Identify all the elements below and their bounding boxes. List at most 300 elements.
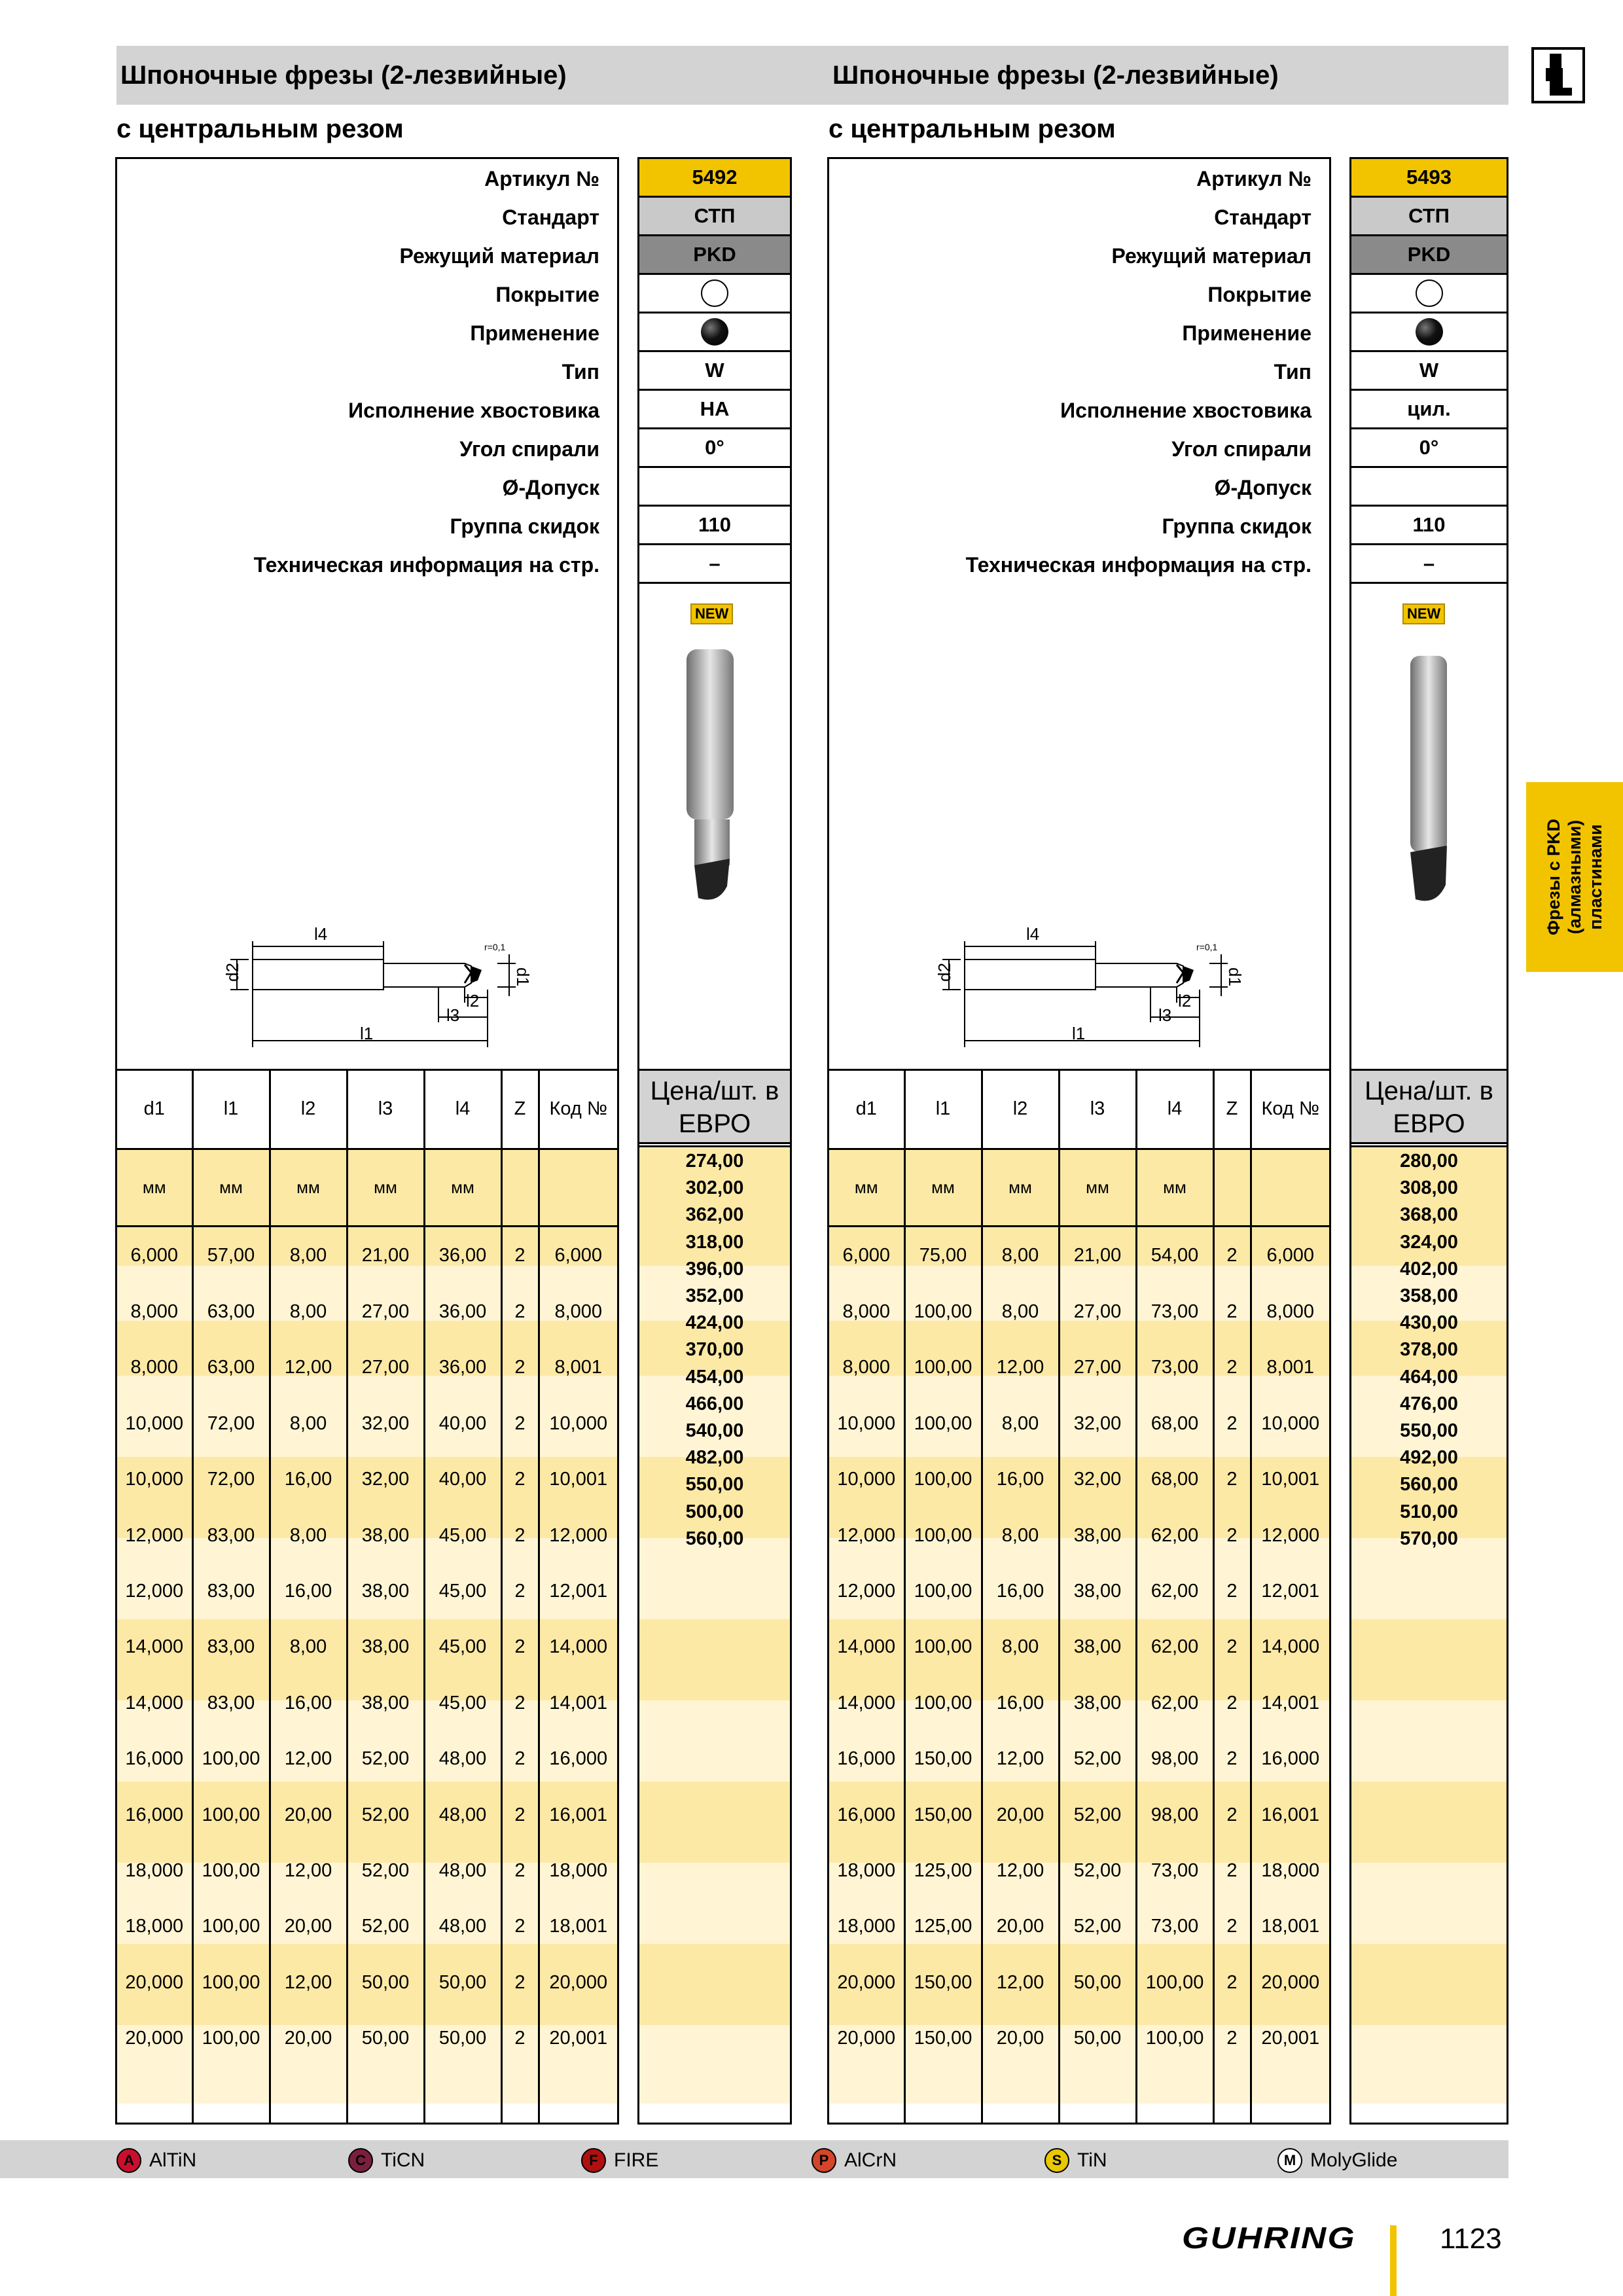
article-number-5492[interactable]: 5492 (639, 159, 790, 198)
unit-code (1251, 1149, 1329, 1226)
brand-logo: GUHRING (1182, 2221, 1356, 2255)
price-row (639, 1418, 790, 1444)
price-row (1351, 1202, 1507, 1229)
dim-l4: l4 (1026, 924, 1040, 944)
table-cell: 32,00 (1059, 1396, 1136, 1452)
dim-d1: d1 (1225, 967, 1245, 986)
price-row (639, 1175, 790, 1202)
new-badge: NEW (690, 603, 733, 624)
price-cell: 560,00 (1400, 1474, 1458, 1496)
table-cell: 16,000 (125, 1804, 184, 1825)
label-article: Артикул № (484, 167, 599, 190)
label-coating: Покрытие (495, 283, 599, 306)
legend-fire (581, 2148, 658, 2173)
price-row (1351, 1229, 1507, 1256)
side-tab-line1: Фрезы с PKD (1544, 818, 1563, 936)
type-value: W (1351, 352, 1507, 391)
table-cell: 32,00 (347, 1452, 424, 1507)
price-row (1351, 1148, 1507, 1175)
table-cell: 2 (1213, 1619, 1251, 1675)
rows-left (117, 1226, 617, 2066)
table-cell: 8,001 (1251, 1340, 1329, 1395)
dim-l2: l2 (1178, 991, 1192, 1011)
table-row (117, 1676, 617, 1731)
unit-l3: мм (1059, 1149, 1136, 1226)
legend-alcrn (812, 2148, 897, 2173)
dim-l3: l3 (446, 1005, 460, 1025)
table-cell: 52,00 (1059, 1899, 1136, 1954)
table-row (829, 1676, 1329, 1731)
table-cell: 100,00 (192, 1843, 270, 1899)
table-cell: 2 (1213, 1676, 1251, 1731)
price-cell: 308,00 (1400, 1177, 1458, 1199)
table-cell: 48,00 (424, 1843, 501, 1899)
table-cell: 73,00 (1136, 1899, 1213, 1954)
table-cell: 100,00 (904, 1676, 982, 1731)
table-row (829, 1452, 1329, 1507)
price-row (639, 1283, 790, 1310)
price-cell: 318,00 (685, 1231, 744, 1253)
dim-l2: l2 (466, 991, 480, 1011)
table-cell: 125,00 (904, 1843, 982, 1899)
col-l3: l3 (347, 1071, 424, 1149)
tool-drawing-left (196, 910, 550, 1060)
table-cell: 2 (1213, 1731, 1251, 1787)
table-row (829, 1340, 1329, 1395)
coating-value (1351, 275, 1507, 314)
price-cell: 324,00 (1400, 1231, 1458, 1253)
table-cell: 83,00 (192, 1619, 270, 1675)
table-cell: 8,000 (842, 1357, 891, 1378)
price-cell: 424,00 (685, 1312, 744, 1334)
table-cell: 12,00 (270, 1955, 347, 2011)
table-cell: 8,000 (1251, 1284, 1329, 1340)
table-row (117, 1843, 617, 1899)
table-cell: 45,00 (424, 1676, 501, 1731)
price-table-right (1351, 1148, 1507, 1552)
table-cell: 18,001 (539, 1899, 617, 1954)
table-row (829, 2011, 1329, 2067)
material-value: PKD (639, 236, 790, 275)
table-cell: 20,001 (1251, 2011, 1329, 2067)
helix-value: 0° (1351, 429, 1507, 468)
table-cell: 12,000 (125, 1524, 184, 1546)
table-cell: 48,00 (424, 1899, 501, 1954)
table-cell: 2 (1213, 2011, 1251, 2067)
tolerance-value (1351, 468, 1507, 507)
table-cell: 2 (501, 1564, 539, 1619)
price-row (1351, 1336, 1507, 1363)
legend-molyglide (1277, 2148, 1397, 2173)
price-cell: 476,00 (1400, 1393, 1458, 1414)
price-row (1351, 1283, 1507, 1310)
subtitle-right: с центральным резом (829, 115, 1116, 143)
table-cell: 2 (1213, 1507, 1251, 1563)
price-row (1351, 1256, 1507, 1283)
table-cell: 52,00 (1059, 1843, 1136, 1899)
col-d1: d1 (829, 1071, 904, 1149)
price-cell: 362,00 (685, 1204, 744, 1226)
dim-l3: l3 (1158, 1005, 1172, 1025)
dim-l1: l1 (360, 1024, 374, 1043)
table-row (117, 1452, 617, 1507)
dimension-table-left (117, 1071, 617, 2123)
price-cell: 358,00 (1400, 1285, 1458, 1307)
data-table-right (827, 1069, 1331, 2125)
table-cell: 14,001 (539, 1676, 617, 1731)
price-cell: 482,00 (685, 1447, 744, 1469)
side-tab-line3: пластинами (1586, 824, 1605, 930)
table-cell: 14,000 (125, 1692, 184, 1713)
techinfo-value: – (639, 545, 790, 584)
application-value (1351, 314, 1507, 352)
table-cell: 150,00 (904, 1955, 982, 2011)
label-material: Режущий материал (399, 244, 599, 268)
table-cell: 8,00 (982, 1507, 1059, 1563)
price-row (1351, 1498, 1507, 1525)
label-material: Режущий материал (1111, 244, 1311, 268)
legend-label: TiN (1077, 2149, 1107, 2171)
tin-icon: S (1044, 2148, 1069, 2173)
table-cell: 8,00 (982, 1226, 1059, 1284)
price-cell: 466,00 (685, 1393, 744, 1414)
col-l1: l1 (192, 1071, 270, 1149)
table-cell: 27,00 (347, 1340, 424, 1395)
price-cell: 550,00 (1400, 1420, 1458, 1441)
table-cell: 20,000 (1251, 1955, 1329, 2011)
table-cell: 21,00 (1059, 1226, 1136, 1284)
price-cell: 368,00 (1400, 1204, 1458, 1226)
techinfo-value: – (1351, 545, 1507, 584)
unit-l2: мм (982, 1149, 1059, 1226)
price-row (1351, 1471, 1507, 1498)
price-cell: 430,00 (1400, 1312, 1458, 1334)
table-cell: 2 (501, 1507, 539, 1563)
label-shank: Исполнение хвостовика (1060, 399, 1311, 422)
spec-labels-left (115, 160, 599, 584)
price-table-left (639, 1148, 790, 1552)
label-discount: Группа скидок (1162, 514, 1311, 538)
table-cell: 63,00 (192, 1340, 270, 1395)
table-cell: 73,00 (1136, 1284, 1213, 1340)
price-row (639, 1229, 790, 1256)
table-row (829, 1226, 1329, 1284)
application-ball-icon (1416, 318, 1443, 346)
label-techinfo: Техническая информация на стр. (253, 553, 599, 577)
table-cell: 20,000 (539, 1955, 617, 2011)
price-cell: 280,00 (1400, 1151, 1458, 1172)
table-cell: 14,000 (837, 1636, 896, 1658)
table-cell: 2 (1213, 1955, 1251, 2011)
table-cell: 12,00 (270, 1843, 347, 1899)
table-cell: 150,00 (904, 1787, 982, 1842)
table-cell: 16,00 (982, 1452, 1059, 1507)
table-cell: 14,000 (539, 1619, 617, 1675)
table-row (117, 1284, 617, 1340)
shank-value: цил. (1351, 391, 1507, 429)
label-application: Применение (1182, 321, 1311, 345)
table-cell: 50,00 (424, 2011, 501, 2067)
table-cell: 40,00 (424, 1452, 501, 1507)
table-cell: 16,00 (270, 1676, 347, 1731)
uncoated-circle-icon (701, 279, 728, 307)
spec-column-left (637, 157, 792, 1147)
unit-l1: мм (192, 1149, 270, 1226)
table-row (117, 1226, 617, 1284)
dim-l4: l4 (314, 924, 328, 944)
table-cell: 18,000 (539, 1843, 617, 1899)
table-cell: 48,00 (424, 1787, 501, 1842)
table-row (829, 1955, 1329, 2011)
table-cell: 32,00 (347, 1396, 424, 1452)
table-cell: 12,00 (982, 1843, 1059, 1899)
table-cell: 6,000 (539, 1226, 617, 1284)
col-d1: d1 (117, 1071, 192, 1149)
table-cell: 6,000 (842, 1244, 891, 1266)
table-cell: 52,00 (1059, 1731, 1136, 1787)
unit-z (501, 1149, 539, 1226)
dim-radius: r=0,1 (484, 942, 506, 952)
table-cell: 68,00 (1136, 1396, 1213, 1452)
table-cell: 83,00 (192, 1564, 270, 1619)
end-mill-photo-icon (1397, 649, 1463, 911)
spec-column-right (1349, 157, 1508, 1147)
table-cell: 38,00 (1059, 1619, 1136, 1675)
table-cell: 75,00 (904, 1226, 982, 1284)
price-row (639, 1471, 790, 1498)
table-cell: 20,000 (125, 2028, 184, 2049)
discount-value: 110 (1351, 507, 1507, 545)
table-cell: 100,00 (192, 1787, 270, 1842)
alcrn-icon: P (812, 2148, 836, 2173)
price-cell: 540,00 (685, 1420, 744, 1441)
col-l2: l2 (982, 1071, 1059, 1149)
table-cell: 32,00 (1059, 1452, 1136, 1507)
table-cell: 12,000 (837, 1524, 896, 1546)
label-techinfo: Техническая информация на стр. (965, 553, 1311, 577)
table-cell: 2 (1213, 1787, 1251, 1842)
label-standard: Стандарт (1214, 206, 1311, 229)
price-row (639, 1256, 790, 1283)
price-row (1351, 1175, 1507, 1202)
product-image-area-right (1351, 584, 1507, 1147)
table-cell: 2 (501, 2011, 539, 2067)
table-cell: 2 (501, 1284, 539, 1340)
table-cell: 38,00 (347, 1619, 424, 1675)
unit-l3: мм (347, 1149, 424, 1226)
application-value (639, 314, 790, 352)
subtitle-left: с центральным резом (116, 115, 404, 143)
table-row (117, 1564, 617, 1619)
application-ball-icon (701, 318, 728, 346)
standard-value: СТП (639, 198, 790, 236)
table-cell: 2 (501, 1396, 539, 1452)
table-row (829, 1284, 1329, 1340)
table-cell: 62,00 (1136, 1507, 1213, 1563)
table-cell: 18,000 (837, 1860, 896, 1881)
table-cell: 16,001 (539, 1787, 617, 1842)
legend-label: MolyGlide (1310, 2149, 1398, 2171)
table-cell: 45,00 (424, 1507, 501, 1563)
table-cell: 2 (501, 1676, 539, 1731)
table-cell: 10,000 (837, 1412, 896, 1434)
table-cell: 12,00 (982, 1731, 1059, 1787)
table-cell: 16,000 (837, 1804, 896, 1825)
table-cell: 2 (501, 1955, 539, 2011)
table-row (829, 1899, 1329, 1954)
table-cell: 57,00 (192, 1226, 270, 1284)
table-cell: 100,00 (192, 2011, 270, 2067)
col-l1: l1 (904, 1071, 982, 1149)
unit-l4: мм (424, 1149, 501, 1226)
table-cell: 45,00 (424, 1564, 501, 1619)
table-cell: 83,00 (192, 1676, 270, 1731)
legend-label: AlCrN (844, 2149, 897, 2171)
col-l4: l4 (1136, 1071, 1213, 1149)
tolerance-value (639, 468, 790, 507)
article-number-5493[interactable]: 5493 (1351, 159, 1507, 198)
table-row (117, 1619, 617, 1675)
label-type: Тип (1274, 360, 1311, 384)
table-cell: 16,000 (837, 1748, 896, 1770)
table-cell: 12,001 (1251, 1564, 1329, 1619)
table-cell: 8,00 (270, 1284, 347, 1340)
table-cell: 12,00 (982, 1340, 1059, 1395)
table-cell: 20,000 (837, 2028, 896, 2049)
table-cell: 38,00 (347, 1676, 424, 1731)
table-cell: 12,000 (125, 1581, 184, 1602)
price-row (1351, 1364, 1507, 1391)
table-cell: 2 (501, 1899, 539, 1954)
table-cell: 18,000 (837, 1916, 896, 1937)
price-row (1351, 1526, 1507, 1552)
table-cell: 8,00 (982, 1396, 1059, 1452)
table-cell: 100,00 (1136, 1955, 1213, 2011)
price-cell: 464,00 (1400, 1366, 1458, 1388)
table-cell: 8,00 (982, 1619, 1059, 1675)
price-cell: 396,00 (685, 1258, 744, 1280)
label-discount: Группа скидок (450, 514, 599, 538)
table-cell: 20,00 (982, 1899, 1059, 1954)
label-tolerance: Ø-Допуск (1214, 476, 1311, 499)
type-value: W (639, 352, 790, 391)
table-cell: 48,00 (424, 1731, 501, 1787)
operation-icon (1531, 47, 1585, 103)
table-cell: 100,00 (1136, 2011, 1213, 2067)
category-side-tab[interactable] (1526, 782, 1623, 972)
col-code: Код № (539, 1071, 617, 1149)
price-cell: 402,00 (1400, 1258, 1458, 1280)
label-article: Артикул № (1196, 167, 1311, 190)
label-coating: Покрытие (1207, 283, 1311, 306)
standard-value: СТП (1351, 198, 1507, 236)
legend-label: FIRE (614, 2149, 659, 2171)
tool-drawing-right (908, 910, 1262, 1060)
table-cell: 2 (501, 1787, 539, 1842)
label-standard: Стандарт (502, 206, 599, 229)
table-cell: 100,00 (904, 1396, 982, 1452)
price-cell: 352,00 (685, 1285, 744, 1307)
price-cell: 378,00 (1400, 1339, 1458, 1361)
table-cell: 100,00 (904, 1452, 982, 1507)
table-cell: 2 (1213, 1340, 1251, 1395)
col-l2: l2 (270, 1071, 347, 1149)
table-cell: 62,00 (1136, 1676, 1213, 1731)
unit-l2: мм (270, 1149, 347, 1226)
price-row (639, 1336, 790, 1363)
table-row (829, 1843, 1329, 1899)
table-cell: 2 (501, 1843, 539, 1899)
table-cell: 100,00 (192, 1899, 270, 1954)
table-cell: 10,000 (125, 1469, 184, 1490)
end-mill-photo-icon (679, 643, 751, 905)
table-row (117, 1507, 617, 1563)
price-row (1351, 1418, 1507, 1444)
col-z: Z (1213, 1071, 1251, 1149)
label-shank: Исполнение хвостовика (348, 399, 599, 422)
table-cell: 10,001 (539, 1452, 617, 1507)
dim-d2: d2 (935, 963, 954, 982)
price-row (639, 1526, 790, 1552)
table-cell: 52,00 (1059, 1787, 1136, 1842)
price-column-right (1349, 1069, 1508, 2125)
price-header-left: Цена/шт. в ЕВРО (639, 1071, 790, 1144)
table-cell: 50,00 (424, 1955, 501, 2011)
table-cell: 10,000 (539, 1396, 617, 1452)
table-cell: 36,00 (424, 1284, 501, 1340)
price-cell: 500,00 (685, 1501, 744, 1522)
table-cell: 20,00 (982, 2011, 1059, 2067)
table-cell: 27,00 (1059, 1284, 1136, 1340)
table-cell: 16,00 (270, 1564, 347, 1619)
price-header-right: Цена/шт. в ЕВРО (1351, 1071, 1507, 1144)
table-cell: 2 (1213, 1452, 1251, 1507)
unit-d1: мм (829, 1149, 904, 1226)
discount-value: 110 (639, 507, 790, 545)
table-cell: 27,00 (1059, 1340, 1136, 1395)
table-cell: 73,00 (1136, 1340, 1213, 1395)
price-cell: 370,00 (685, 1339, 744, 1361)
table-cell: 8,001 (539, 1340, 617, 1395)
table-row (117, 1396, 617, 1452)
table-cell: 8,00 (270, 1396, 347, 1452)
unit-code (539, 1149, 617, 1226)
table-cell: 10,000 (1251, 1396, 1329, 1452)
table-cell: 2 (501, 1452, 539, 1507)
price-row (1351, 1444, 1507, 1471)
table-cell: 10,001 (1251, 1452, 1329, 1507)
table-row (829, 1731, 1329, 1787)
table-cell: 2 (1213, 1396, 1251, 1452)
table-cell: 2 (501, 1340, 539, 1395)
col-code: Код № (1251, 1071, 1329, 1149)
table-cell: 20,001 (539, 2011, 617, 2067)
table-cell: 2 (1213, 1899, 1251, 1954)
table-cell: 10,000 (837, 1469, 896, 1490)
uncoated-circle-icon (1416, 279, 1443, 307)
page-number: 1123 (1440, 2223, 1502, 2255)
table-cell: 8,00 (270, 1226, 347, 1284)
table-cell: 100,00 (904, 1284, 982, 1340)
price-row (1351, 1391, 1507, 1418)
page-title-left: Шпоночные фрезы (2-лезвийные) (120, 61, 567, 90)
table-row (117, 1340, 617, 1395)
table-cell: 16,00 (982, 1564, 1059, 1619)
data-table-left (115, 1069, 619, 2125)
table-cell: 98,00 (1136, 1731, 1213, 1787)
table-cell: 16,000 (539, 1731, 617, 1787)
table-cell: 125,00 (904, 1899, 982, 1954)
